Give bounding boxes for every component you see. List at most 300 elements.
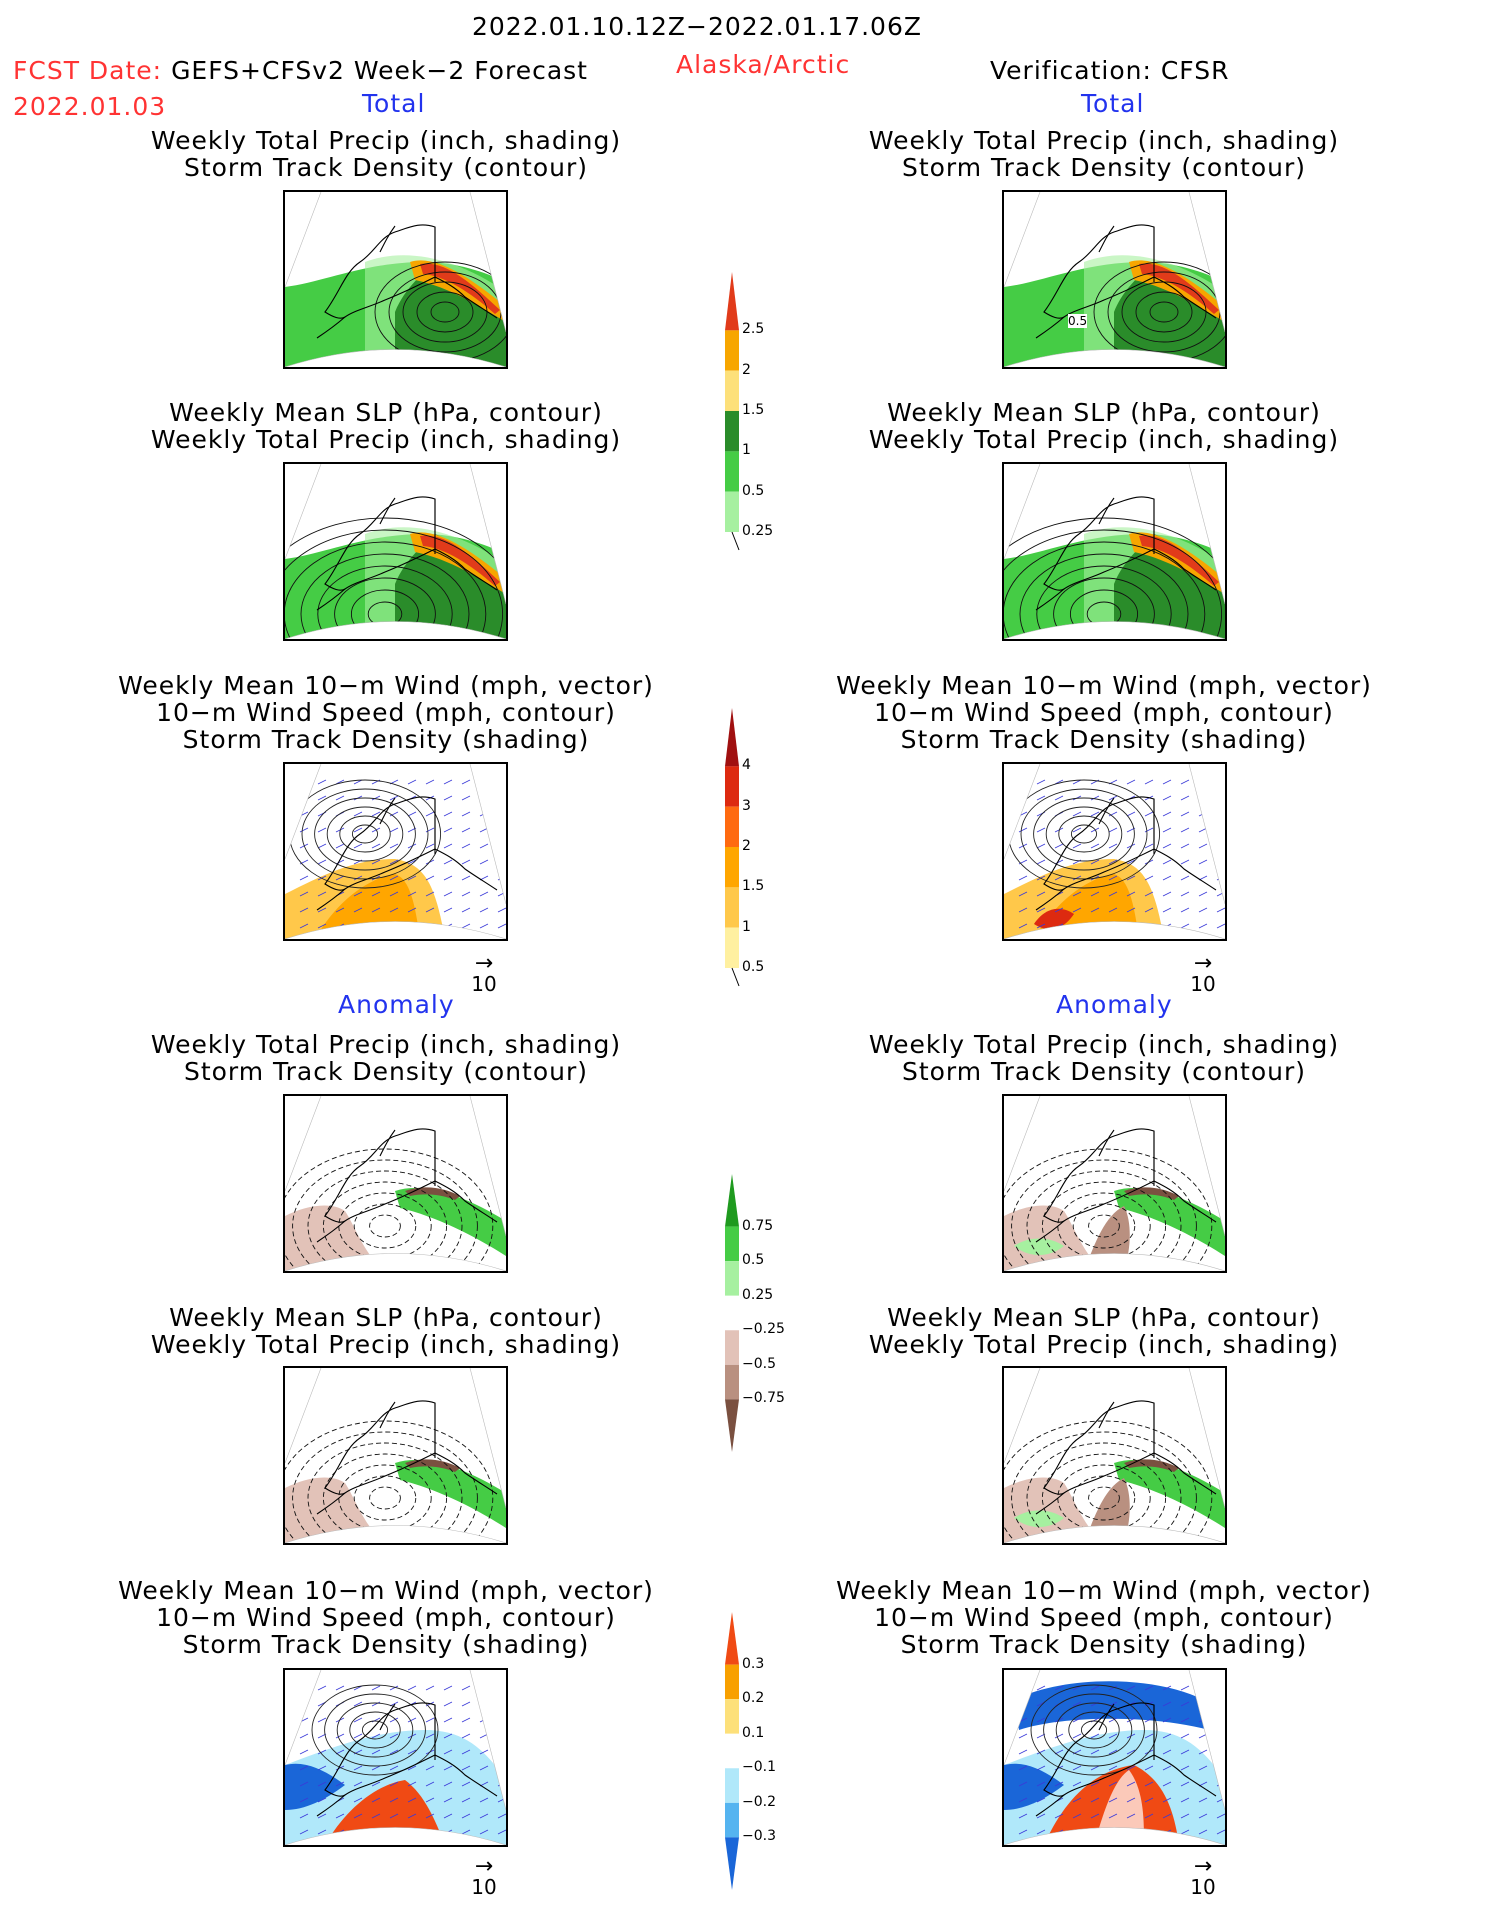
wind-vector	[462, 780, 470, 784]
wind-vector	[1019, 1702, 1027, 1706]
wind-vector	[1181, 828, 1189, 832]
wind-vector	[1127, 924, 1135, 928]
wind-vector	[408, 780, 416, 784]
wind-vector	[462, 796, 470, 800]
coastline	[1099, 1402, 1114, 1428]
wind-vector	[444, 828, 452, 832]
colorbar-label: 1.5	[742, 402, 765, 418]
wind-vector	[318, 1686, 326, 1690]
title-line: Storm Track Density (contour)	[901, 153, 1307, 182]
wind-vector	[1145, 1830, 1153, 1834]
arrow-right-icon: →	[1193, 1854, 1213, 1879]
wind-vector	[390, 1830, 398, 1834]
wind-vector	[1199, 924, 1207, 928]
map-graphic	[285, 192, 506, 367]
panel-title-anom-wind-fcst	[10, 1577, 762, 1658]
wind-vector	[1217, 924, 1225, 928]
wind-vector	[300, 796, 308, 800]
wind-vector	[1163, 860, 1171, 864]
section-anomaly-left: Anomaly	[338, 990, 455, 1019]
panel-title-total-wind-fcst	[10, 672, 762, 753]
colorbar-label: 3	[742, 797, 751, 814]
wind-vector	[390, 924, 398, 928]
colorbar-segment	[725, 1734, 739, 1769]
map-graphic	[285, 1670, 506, 1845]
wind-vector	[1127, 812, 1135, 816]
wind-vector	[462, 908, 470, 912]
wind-vector	[408, 1830, 416, 1834]
wind-vector	[444, 1718, 452, 1722]
title-line: Storm Track Density (shading)	[900, 1630, 1308, 1659]
title-line: Weekly Total Precip (inch, shading)	[868, 126, 1340, 155]
wind-vector	[480, 780, 488, 784]
map-graphic	[285, 464, 506, 639]
wind-vector	[498, 924, 506, 928]
wind-vector	[1055, 1734, 1063, 1738]
title-line: 10−m Wind Speed (mph, contour)	[156, 1603, 616, 1632]
title-line: 10−m Wind Speed (mph, contour)	[156, 698, 616, 727]
wind-vector	[354, 812, 362, 816]
wind-vector	[354, 1830, 362, 1834]
map-anom-slp-fcst	[283, 1366, 508, 1545]
colorbar-segment	[725, 1665, 739, 1700]
fcst-date-label: FCST Date:	[13, 56, 163, 85]
wind-vector	[336, 796, 344, 800]
model-name: GEFS+CFSv2 Week−2 Forecast	[171, 56, 588, 85]
title-line: Storm Track Density (shading)	[182, 1630, 590, 1659]
title-line: Weekly Total Precip (inch, shading)	[150, 1330, 622, 1359]
panel-title-total-wind-verif	[728, 672, 1480, 753]
wind-vector	[462, 828, 470, 832]
wind-vector	[1163, 796, 1171, 800]
map-graphic	[285, 1096, 506, 1271]
wind-vector	[318, 780, 326, 784]
wind-vector	[1109, 1830, 1117, 1834]
title-line: Storm Track Density (shading)	[182, 725, 590, 754]
wind-vector	[426, 1686, 434, 1690]
wind-vector	[300, 1702, 308, 1706]
map-graphic	[1004, 1670, 1225, 1845]
colorbar-graphic	[722, 270, 742, 552]
wind-vector	[354, 844, 362, 848]
wind-vector	[480, 1702, 488, 1706]
wind-vector	[336, 1686, 344, 1690]
contour-line	[354, 1204, 416, 1248]
wind-vector	[1091, 924, 1099, 928]
wind-vector	[1181, 892, 1189, 896]
wind-vector	[1091, 1830, 1099, 1834]
contour-line	[1071, 825, 1096, 843]
colorbar-label: 0.2	[742, 1690, 765, 1707]
colorbar-segment	[725, 887, 739, 927]
colorbar-segment	[725, 807, 739, 847]
wind-vector	[1163, 780, 1171, 784]
wind-vector	[498, 1718, 506, 1722]
title-line: Weekly Total Precip (inch, shading)	[150, 126, 622, 155]
coastline	[435, 849, 497, 890]
colorbar-graphic	[722, 1172, 742, 1454]
colorbar-segment	[725, 330, 739, 370]
map-anom-wind-verif	[1002, 1668, 1227, 1847]
wind-vector	[1073, 924, 1081, 928]
wind-vector	[426, 812, 434, 816]
wind-vector	[1055, 796, 1063, 800]
wind-vector	[498, 908, 506, 912]
title-line: Weekly Mean SLP (hPa, contour)	[887, 398, 1321, 427]
wind-vector	[1199, 1702, 1207, 1706]
wind-vector	[1163, 812, 1171, 816]
wind-vector	[1163, 908, 1171, 912]
contour-line	[352, 825, 377, 843]
wind-vector	[1037, 860, 1045, 864]
arrow-right-icon: →	[474, 1854, 494, 1879]
map-total-precip-verif	[1002, 190, 1227, 369]
colorbar-label: 2.5	[742, 321, 765, 338]
section-total-right: Total	[1081, 89, 1145, 118]
wind-vector	[408, 1686, 416, 1690]
wind-vector	[372, 844, 380, 848]
title-line: Weekly Total Precip (inch, shading)	[868, 1330, 1340, 1359]
colorbar-label: 1.5	[742, 878, 765, 895]
contour-line	[1034, 798, 1135, 870]
colorbar-label: 0.3	[742, 1655, 765, 1672]
wind-vector	[444, 860, 452, 864]
wind-vector	[462, 892, 470, 896]
colorbar-label: 1	[742, 442, 751, 459]
coastline	[380, 226, 395, 252]
wind-vector	[1109, 924, 1117, 928]
colorbar-segment	[725, 708, 739, 766]
map-graphic	[1004, 1368, 1225, 1543]
vector-ref-value: 10	[1190, 1875, 1216, 1899]
vector-ref-value: 10	[471, 1875, 497, 1899]
title-line: Weekly Mean 10−m Wind (mph, vector)	[836, 1576, 1372, 1605]
wind-vector	[1217, 1734, 1225, 1738]
wind-vector	[426, 1718, 434, 1722]
panel-title-total-slp-verif	[728, 399, 1480, 453]
colorbar-total-precip	[722, 270, 778, 552]
fcst-header	[13, 56, 588, 85]
vector-ref-anom-verif	[1183, 1854, 1223, 1899]
wind-vector	[1109, 828, 1117, 832]
wind-vector	[498, 860, 506, 864]
wind-vector	[498, 828, 506, 832]
vector-ref-total-verif	[1183, 951, 1223, 996]
wind-vector	[444, 780, 452, 784]
wind-vector	[480, 1686, 488, 1690]
panel-title-anom-precip-fcst	[10, 1031, 762, 1085]
title-line: Weekly Mean 10−m Wind (mph, vector)	[836, 671, 1372, 700]
colorbar-label: 0.75	[742, 1217, 774, 1234]
title-line: Storm Track Density (contour)	[183, 153, 589, 182]
wind-vector	[426, 924, 434, 928]
wind-vector	[498, 812, 506, 816]
wind-vector	[1199, 780, 1207, 784]
panel-title-total-precip-fcst	[10, 127, 762, 181]
wind-vector	[1145, 780, 1153, 784]
wind-vector	[462, 1702, 470, 1706]
panel-title-anom-precip-verif	[728, 1031, 1480, 1085]
wind-vector	[480, 892, 488, 896]
wind-vector	[498, 892, 506, 896]
map-graphic	[285, 1368, 506, 1543]
wind-vector	[426, 1830, 434, 1834]
wind-vector	[462, 876, 470, 880]
wind-vector	[1055, 844, 1063, 848]
colorbar-graphic	[722, 706, 742, 988]
title-line: Weekly Total Precip (inch, shading)	[868, 425, 1340, 454]
wind-vector	[1217, 1718, 1225, 1722]
wind-vector	[426, 780, 434, 784]
wind-vector	[1019, 828, 1027, 832]
colorbar-segment	[725, 1612, 739, 1665]
wind-vector	[1181, 924, 1189, 928]
contour-line	[1046, 807, 1122, 861]
title-line: Weekly Mean 10−m Wind (mph, vector)	[118, 1576, 654, 1605]
shaded-area	[285, 1478, 385, 1543]
wind-vector	[1199, 796, 1207, 800]
wind-vector	[1199, 1686, 1207, 1690]
wind-vector	[372, 924, 380, 928]
contour-line	[370, 1215, 401, 1237]
map-total-wind-fcst	[283, 762, 508, 941]
panel-title-anom-slp-fcst	[10, 1304, 762, 1358]
wind-vector	[1199, 892, 1207, 896]
wind-vector	[1037, 828, 1045, 832]
wind-vector	[1181, 876, 1189, 880]
wind-vector	[1199, 844, 1207, 848]
arrow-right-icon: →	[1193, 951, 1213, 976]
wind-vector	[462, 812, 470, 816]
wind-vector	[318, 860, 326, 864]
map-total-slp-fcst	[283, 462, 508, 641]
wind-vector	[444, 796, 452, 800]
coastline	[380, 1402, 395, 1428]
wind-vector	[318, 844, 326, 848]
wind-vector	[498, 1766, 506, 1770]
wind-vector	[498, 1750, 506, 1754]
shaded-area	[1004, 1478, 1104, 1543]
wind-vector	[498, 780, 506, 784]
colorbar-tail	[732, 968, 739, 986]
wind-vector	[444, 1702, 452, 1706]
colorbar-label: 2	[742, 838, 751, 854]
colorbar-segment	[725, 766, 739, 806]
wind-vector	[300, 828, 308, 832]
vector-ref-value: 10	[471, 972, 497, 996]
wind-vector	[1199, 908, 1207, 912]
wind-vector	[426, 876, 434, 880]
wind-vector	[480, 1718, 488, 1722]
colorbar-segment	[725, 1768, 739, 1803]
wind-vector	[318, 828, 326, 832]
map-anom-precip-verif	[1002, 1094, 1227, 1273]
wind-vector	[1181, 844, 1189, 848]
colorbar-segment	[725, 1330, 739, 1365]
panel-title-anom-wind-verif	[728, 1577, 1480, 1658]
colorbar-segment	[725, 371, 739, 411]
coastline	[380, 1130, 395, 1156]
title-line: 10−m Wind Speed (mph, contour)	[874, 698, 1334, 727]
colorbar-segment	[725, 1803, 739, 1838]
wind-vector	[1199, 860, 1207, 864]
wind-vector	[480, 860, 488, 864]
colorbar-anom-precip	[722, 1172, 785, 1454]
map-total-precip-fcst	[283, 190, 508, 369]
coastline	[1099, 498, 1114, 524]
wind-vector	[300, 876, 308, 880]
title-line: Storm Track Density (contour)	[901, 1057, 1307, 1086]
wind-vector	[1073, 844, 1081, 848]
wind-vector	[480, 924, 488, 928]
wind-vector	[336, 1734, 344, 1738]
colorbar-segment	[725, 1296, 739, 1331]
wind-vector	[1019, 876, 1027, 880]
coastline	[1154, 849, 1216, 890]
wind-vector	[1217, 828, 1225, 832]
wind-vector	[372, 1830, 380, 1834]
wind-vector	[480, 844, 488, 848]
wind-vector	[462, 1718, 470, 1722]
wind-vector	[1037, 844, 1045, 848]
map-anom-wind-fcst	[283, 1668, 508, 1847]
panel-title-total-slp-fcst	[10, 398, 765, 454]
wind-vector	[1199, 812, 1207, 816]
wind-vector	[390, 844, 398, 848]
wind-vector	[462, 1686, 470, 1690]
colorbar-label: 0.5	[742, 482, 765, 499]
wind-vector	[1181, 860, 1189, 864]
colorbar-label: 0.25	[742, 523, 774, 539]
colorbar-label: −0.1	[742, 1759, 776, 1776]
title-line: Weekly Total Precip (inch, shading)	[150, 1030, 622, 1059]
colorbar-label: −0.5	[742, 1355, 776, 1372]
colorbar-segment	[725, 1174, 739, 1227]
map-total-wind-verif	[1002, 762, 1227, 941]
wind-vector	[1217, 860, 1225, 864]
colorbar-label: −0.25	[742, 1321, 785, 1338]
title-line: Storm Track Density (contour)	[183, 1057, 589, 1086]
map-anom-slp-verif	[1002, 1366, 1227, 1545]
colorbar-segment	[725, 492, 739, 532]
contour-line	[327, 807, 403, 861]
wind-vector	[1181, 1686, 1189, 1690]
colorbar-label: −0.3	[742, 1828, 776, 1845]
wind-vector	[1145, 924, 1153, 928]
colorbar-label: 0.25	[742, 1286, 774, 1303]
wind-vector	[1217, 812, 1225, 816]
shaded-area	[1004, 1206, 1104, 1271]
wind-vector	[498, 1734, 506, 1738]
wind-vector	[444, 844, 452, 848]
wind-vector	[1217, 796, 1225, 800]
wind-vector	[300, 1686, 308, 1690]
wind-vector	[1073, 1734, 1081, 1738]
wind-vector	[354, 1734, 362, 1738]
wind-vector	[354, 924, 362, 928]
colorbar-segment	[725, 847, 739, 887]
wind-vector	[498, 796, 506, 800]
colorbar-label: 2	[742, 361, 751, 378]
contour-line	[315, 798, 416, 870]
shaded-area	[1084, 1478, 1130, 1543]
contour-line	[370, 1487, 401, 1509]
colorbar-label: 4	[742, 757, 751, 774]
colorbar-graphic	[722, 1610, 742, 1892]
colorbar-anom-track	[722, 1610, 778, 1892]
wind-vector	[444, 876, 452, 880]
wind-vector	[1019, 1750, 1027, 1754]
wind-vector	[1145, 876, 1153, 880]
wind-vector	[372, 1686, 380, 1690]
wind-vector	[480, 908, 488, 912]
wind-vector	[480, 812, 488, 816]
wind-vector	[444, 908, 452, 912]
title-line: Storm Track Density (shading)	[900, 725, 1308, 754]
wind-vector	[1037, 780, 1045, 784]
shaded-area	[285, 1206, 385, 1271]
colorbar-label: 0.1	[742, 1724, 765, 1741]
wind-vector	[1217, 1766, 1225, 1770]
wind-vector	[300, 1734, 308, 1738]
title-line: Weekly Mean SLP (hPa, contour)	[169, 1303, 603, 1332]
wind-vector	[498, 1702, 506, 1706]
wind-vector	[444, 1686, 452, 1690]
wind-vector	[1181, 780, 1189, 784]
contour-line	[354, 1476, 416, 1520]
map-anom-precip-fcst	[283, 1094, 508, 1273]
wind-vector	[1145, 844, 1153, 848]
map-graphic	[1004, 192, 1225, 367]
wind-vector	[462, 1734, 470, 1738]
wind-vector	[408, 924, 416, 928]
colorbar-segment	[725, 1365, 739, 1400]
colorbar-segment	[725, 411, 739, 451]
wind-vector	[300, 780, 308, 784]
colorbar-label: 0.5	[742, 1252, 765, 1269]
coastline	[380, 498, 395, 524]
wind-vector	[318, 1718, 326, 1722]
wind-vector	[462, 860, 470, 864]
wind-vector	[1019, 780, 1027, 784]
wind-vector	[1181, 796, 1189, 800]
wind-vector	[300, 1750, 308, 1754]
wind-vector	[1145, 812, 1153, 816]
colorbar-segment	[725, 272, 739, 330]
wind-vector	[1073, 1830, 1081, 1834]
wind-vector	[1181, 908, 1189, 912]
wind-vector	[1163, 876, 1171, 880]
wind-vector	[1127, 1830, 1135, 1834]
colorbar-segment	[725, 451, 739, 491]
colorbar-segment	[725, 928, 739, 968]
wind-vector	[462, 924, 470, 928]
wind-vector	[1181, 812, 1189, 816]
section-anomaly-right: Anomaly	[1056, 990, 1173, 1019]
panel-title-anom-slp-verif	[728, 1304, 1480, 1358]
fcst-date: 2022.01.03	[13, 92, 167, 121]
wind-vector	[1019, 796, 1027, 800]
wind-vector	[462, 844, 470, 848]
wind-vector	[1217, 1702, 1225, 1706]
wind-vector	[390, 828, 398, 832]
colorbar-total-track	[722, 706, 778, 988]
wind-vector	[1019, 812, 1027, 816]
colorbar-label: −0.75	[742, 1390, 785, 1407]
wind-vector	[444, 812, 452, 816]
panel-title-total-precip-verif	[728, 127, 1480, 181]
wind-vector	[300, 812, 308, 816]
